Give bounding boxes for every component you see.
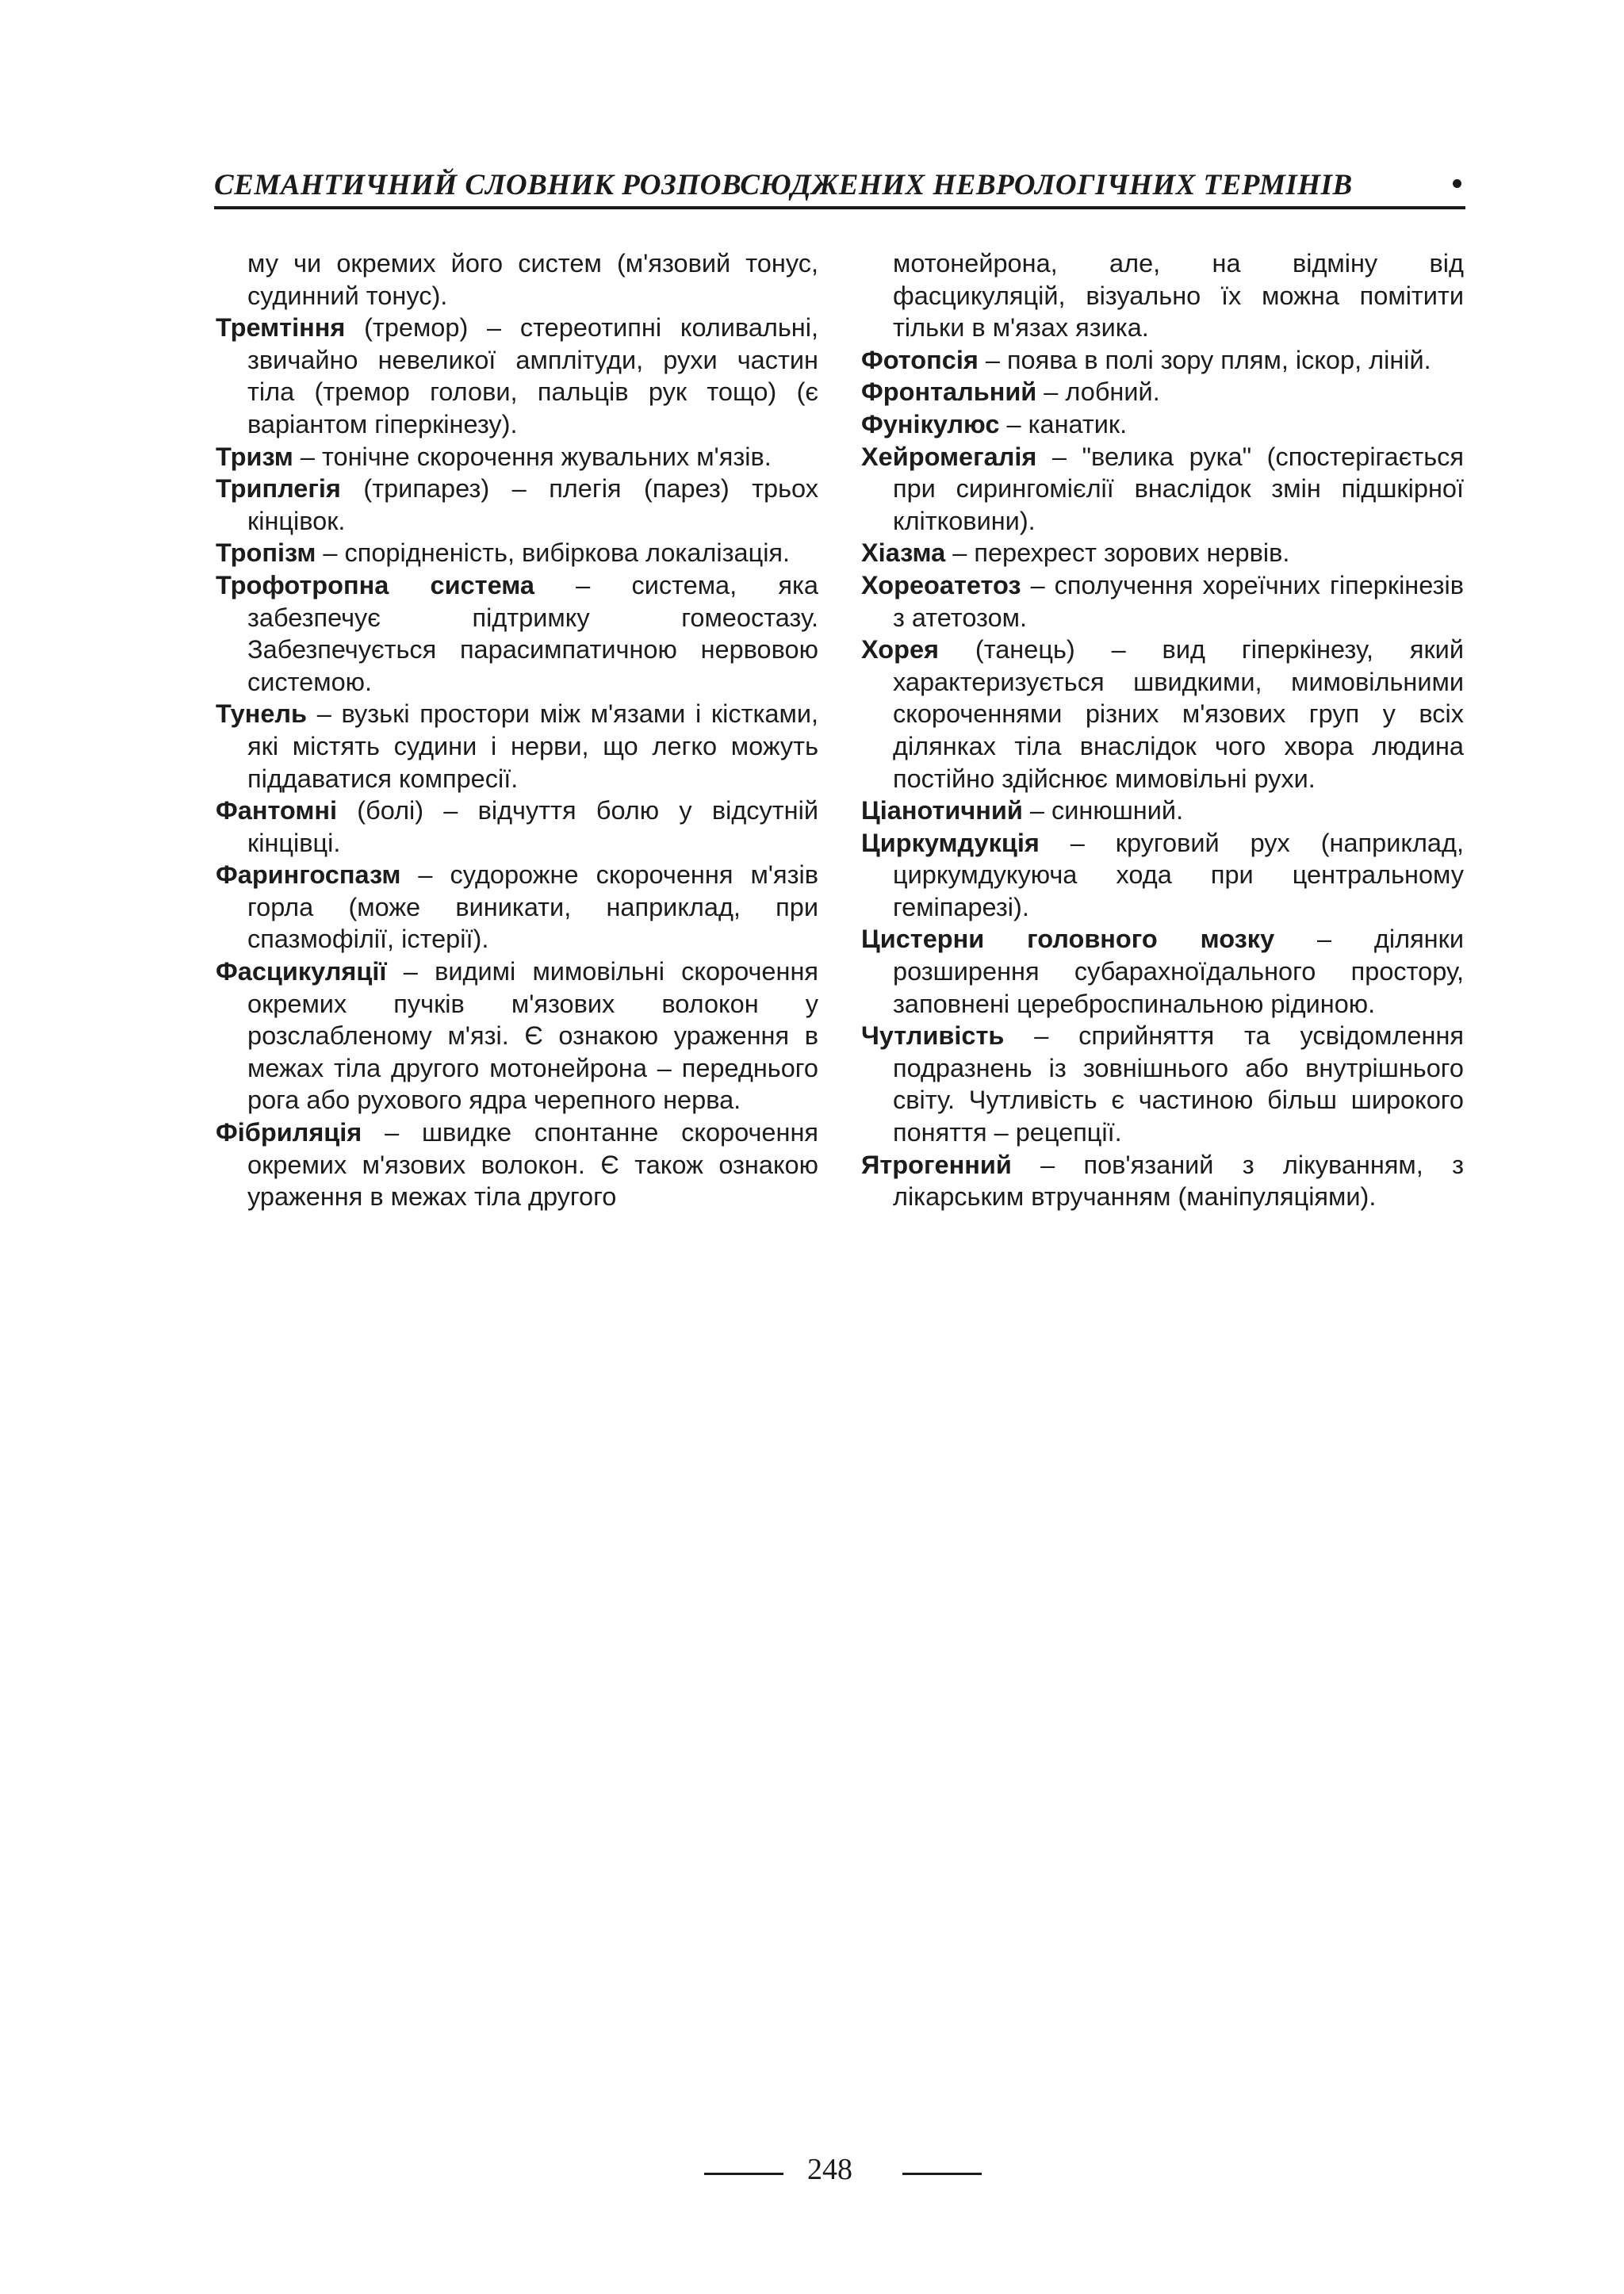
entry-term: Фронтальний — [861, 377, 1037, 407]
dictionary-entry — [216, 247, 818, 312]
entry-term: Хіазма — [861, 538, 946, 568]
entry-term: Тремтіння — [216, 313, 346, 343]
entry-definition: му чи окремих його систем (м'язовий тонус, судинний тонус). — [247, 249, 818, 310]
footer-rule-left — [704, 2173, 783, 2175]
entry-definition: (трипарез) – плегія (парез) трьох кінцівок. — [247, 474, 818, 535]
entry-definition: – спорідненість, вибіркова локалізація. — [316, 538, 791, 568]
entry-term: Фарингоспазм — [216, 860, 401, 890]
dictionary-entry — [216, 569, 818, 698]
entry-definition: – система, яка забезпечує підтримку гомеостазу. Забезпечується парасимпатичною нервовою системою. — [247, 570, 818, 696]
entry-term: Хореоатетоз — [861, 570, 1021, 599]
dictionary-entry — [216, 859, 818, 956]
entry-definition: – тонічне скорочення жувальних м'язів. — [293, 442, 772, 471]
entry-definition: – пов'язаний з лікуванням, з лікарським втручанням (маніпуляціями). — [893, 1150, 1464, 1212]
entry-definition: мотонейрона, але, на відміну від фасцикуляцій, візуально їх можна помітити тільки в м'язах язика. — [893, 249, 1464, 343]
entry-definition: – перехрест зорових нервів. — [945, 538, 1290, 568]
entry-definition: – лобний. — [1036, 377, 1160, 407]
bullet-dot-icon — [1453, 179, 1461, 188]
entry-term: Фасцикуляції — [216, 957, 387, 986]
dictionary-entry — [861, 634, 1464, 795]
dictionary-entry — [861, 344, 1464, 377]
dictionary-entry — [861, 827, 1464, 924]
entry-definition: – сполучення хореїчних гіперкінезів з атетозом. — [893, 570, 1464, 632]
dictionary-entry — [861, 376, 1464, 408]
entry-definition: – сприйняття та усвідомлення подразнень із зовнішнього або внутрішнього світу. Чутливість є частиною більш широкого поняття – рецепції. — [893, 1021, 1464, 1147]
dictionary-entry — [216, 1116, 818, 1213]
dictionary-entry — [216, 698, 818, 795]
dictionary-entry — [216, 473, 818, 537]
entry-term: Хейромегалія — [861, 442, 1037, 471]
dictionary-entry — [216, 312, 818, 440]
entry-definition: – круговий рух (наприклад, циркумдукуюча хода при центральному геміпарезі). — [893, 828, 1464, 921]
entry-term: Цистерни головного мозку — [861, 925, 1275, 954]
dictionary-entry — [216, 537, 818, 569]
entry-term: Ятрогенний — [861, 1150, 1012, 1179]
entry-definition: – поява в полі зору плям, іскор, ліній. — [978, 345, 1431, 374]
dictionary-entry — [861, 1020, 1464, 1148]
running-head-title: СЕМАНТИЧНИЙ СЛОВНИК РОЗПОВСЮДЖЕНИХ НЕВРОЛОГІЧНИХ ТЕРМІНІВ — [214, 169, 1353, 201]
entry-term: Трофотропна система — [216, 570, 534, 599]
entry-definition: (болі) – відчуття болю у відсутній кінцівці. — [247, 796, 818, 857]
entry-term: Чутливість — [861, 1021, 1005, 1051]
page-footer — [0, 2150, 1624, 2198]
entry-definition: – вузькі простори між м'язами і кістками, які містять судини і нерви, що легко можуть піддаватися компресії. — [247, 699, 818, 793]
page-number: 248 — [807, 2153, 852, 2186]
dictionary-entry — [216, 956, 818, 1116]
entry-definition: – судорожне скорочення м'язів горла (може виникати, наприклад, при спазмофілії, істерії). — [247, 860, 818, 954]
footer-rule-right — [902, 2173, 982, 2175]
entry-definition: – швидке спонтанне скорочення окремих м'язових волокон. Є також ознакою ураження в межах тіла другого — [247, 1118, 818, 1212]
dictionary-entry — [861, 1149, 1464, 1213]
entry-term: Хорея — [861, 635, 939, 664]
entry-term: Тризм — [216, 442, 293, 471]
entry-term: Циркумдукція — [861, 828, 1040, 857]
entry-term: Тропізм — [216, 538, 316, 568]
entry-definition: (тремор) – стереотипні коливальні, звичайно невеликої амплітуди, рухи частин тіла (тремор голови, пальців рук тощо) (є варіантом гіперкінезу). — [247, 313, 818, 439]
entry-definition: – "велика рука" (спостерігається при сирингомієлії внаслідок змін підшкірної клітковини). — [893, 442, 1464, 535]
left-column — [216, 247, 818, 1213]
entry-definition: – синюшний. — [1022, 796, 1184, 825]
entry-term: Фібриляція — [216, 1118, 362, 1147]
header-rule — [214, 206, 1465, 209]
dictionary-entry — [216, 795, 818, 859]
dictionary-entry — [861, 408, 1464, 441]
entry-term: Ціанотичний — [861, 796, 1023, 825]
right-column — [861, 247, 1464, 1213]
dictionary-entry — [216, 441, 818, 473]
entry-term: Триплегія — [216, 474, 341, 504]
entry-term: Фантомні — [216, 796, 338, 825]
entry-definition: – видимі мимовільні скорочення окремих пучків м'язових волокон у розслабленому м'язі. Є ознакою ураження в межах тіла другого мотонейрона – переднього рога або рухового ядра черепного нерва. — [247, 957, 818, 1115]
dictionary-entry — [861, 795, 1464, 827]
dictionary-entry — [861, 923, 1464, 1020]
entry-definition: – ділянки розширення субарахноїдального простору, заповнені цереброспинальною рідиною. — [893, 925, 1464, 1018]
entry-definition: (танець) – вид гіперкінезу, який характеризується швидкими, мимовільними скороченнями різних м'язових груп у всіх ділянках тіла внаслідок чого хвора людина постійно здійснює мимовільні рухи. — [893, 635, 1464, 793]
entry-term: Фотопсія — [861, 345, 979, 374]
dictionary-entry — [861, 569, 1464, 634]
dictionary-entry — [861, 441, 1464, 538]
entry-definition: – канатик. — [999, 409, 1128, 439]
dictionary-entry — [861, 247, 1464, 344]
entry-term: Тунель — [216, 699, 308, 729]
entry-term: Фунікулюс — [861, 409, 1000, 439]
dictionary-entry — [861, 537, 1464, 569]
